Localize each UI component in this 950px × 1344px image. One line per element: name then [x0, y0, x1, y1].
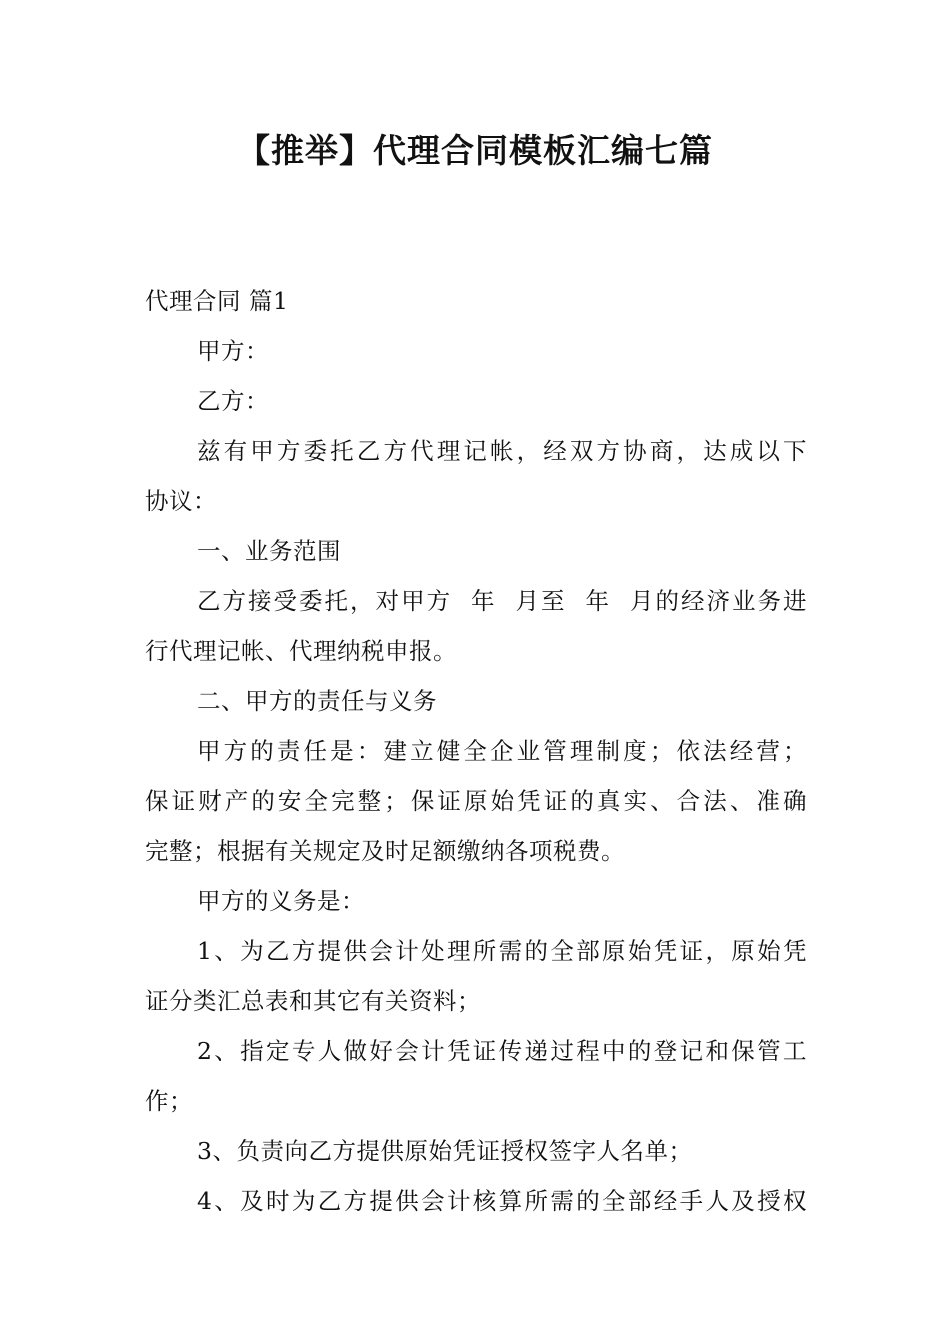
list-item-line: 2、指定专人做好会计凭证传递过程中的登记和保管工	[197, 1037, 807, 1065]
party-a-line: 甲方：	[197, 337, 269, 365]
paragraph-line: 兹有甲方委托乙方代理记帐，经双方协商，达成以下	[197, 437, 807, 465]
list-item-line: 3、负责向乙方提供原始凭证授权签字人名单；	[197, 1137, 693, 1165]
clause-heading: 二、甲方的责任与义务	[197, 687, 437, 715]
paragraph-line: 行代理记帐、代理纳税申报。	[145, 637, 457, 665]
section-heading: 代理合同 篇1	[145, 287, 289, 315]
list-item-line: 证分类汇总表和其它有关资料；	[145, 987, 481, 1015]
party-b-line: 乙方：	[197, 387, 269, 415]
paragraph-line: 甲方的义务是：	[197, 887, 365, 915]
list-item-line: 作；	[145, 1087, 193, 1115]
paragraph-line: 保证财产的安全完整；保证原始凭证的真实、合法、准确	[145, 787, 807, 815]
list-item-line: 1、为乙方提供会计处理所需的全部原始凭证，原始凭	[197, 937, 807, 965]
paragraph-line: 协议：	[145, 487, 217, 515]
document-title: 【推举】代理合同模板汇编七篇	[237, 131, 713, 170]
clause-heading: 一、业务范围	[197, 537, 341, 565]
paragraph-line: 完整；根据有关规定及时足额缴纳各项税费。	[145, 837, 625, 865]
paragraph-line: 乙方接受委托，对甲方 年 月至 年 月的经济业务进	[197, 587, 807, 615]
list-item-line: 4、及时为乙方提供会计核算所需的全部经手人及授权	[197, 1187, 807, 1215]
paragraph-line: 甲方的责任是：建立健全企业管理制度；依法经营；	[197, 737, 807, 765]
document-body	[145, 276, 807, 1226]
